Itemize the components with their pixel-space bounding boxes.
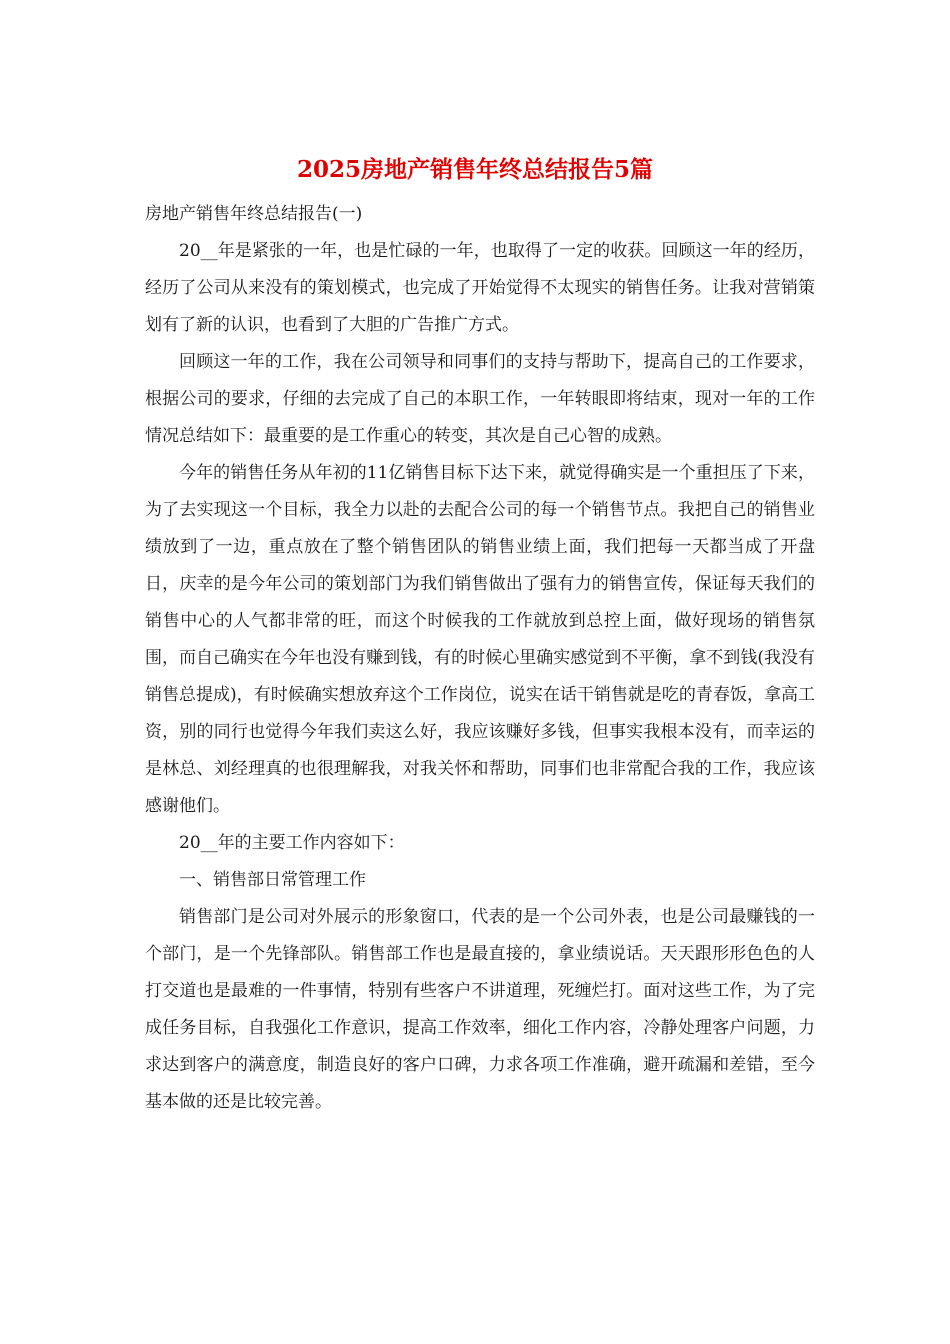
document-title: 2025房地产销售年终总结报告5篇	[296, 156, 654, 183]
paragraph: 回顾这一年的工作，我在公司领导和同事们的支持与帮助下，提高自己的工作要求，根据公司的要求，仔细的去完成了自己的本职工作，一年转眼即将结束，现对一年的工作情况总结如下：最重要的是工作重心的转变，其次是自己心智的成熟。	[145, 352, 815, 446]
paragraph: 销售部门是公司对外展示的形象窗口，代表的是一个公司外表，也是公司最赚钱的一个部门，是一个先锋部队。销售部工作也是最直接的，拿业绩说话。天天跟形形色色的人打交道也是最难的一件事情，特别有些客户不讲道理，死缠烂打。面对这些工作，为了完成任务目标，自我强化工作意识，提高工作效率，细化工作内容，冷静处理客户问题，力求达到客户的满意度，制造良好的客户口碑，力求各项工作准确，避开疏漏和差错，至今基本做的还是比较完善。	[145, 907, 815, 1112]
document-body	[145, 196, 815, 1121]
paragraph: 20__年的主要工作内容如下：	[179, 833, 405, 853]
section-heading: 房地产销售年终总结报告(一)	[145, 204, 363, 224]
paragraph: 今年的销售任务从年初的11亿销售目标下达下来，就觉得确实是一个重担压了下来，为了去实现这一个目标，我全力以赴的去配合公司的每一个销售节点。我把自己的销售业绩放到了一边，重点放在了整个销售团队的销售业绩上面，我们把每一天都当成了开盘日，庆幸的是今年公司的策划部门为我们销售做出了强有力的销售宣传，保证每天我们的销售中心的人气都非常的旺，而这个时候我的工作就放到总控上面，做好现场的销售氛围，而自己确实在今年也没有赚到钱，有的时候心里确实感觉到不平衡，拿不到钱(我没有销售总提成)，有时候确实想放弃这个工作岗位，说实在话干销售就是吃的青春饭，拿高工资，别的同行也觉得今年我们卖这么好，我应该赚好多钱，但事实我根本没有，而幸运的是林总、刘经理真的也很理解我，对我关怀和帮助，同事们也非常配合我的工作，我应该感谢他们。	[145, 463, 815, 816]
subsection-heading: 一、销售部日常管理工作	[179, 870, 366, 890]
paragraph: 20__年是紧张的一年，也是忙碌的一年，也取得了一定的收获。回顾这一年的经历，经历了公司从来没有的策划模式，也完成了开始觉得不太现实的销售任务。让我对营销策划有了新的认识，也看到了大胆的广告推广方式。	[145, 241, 815, 335]
